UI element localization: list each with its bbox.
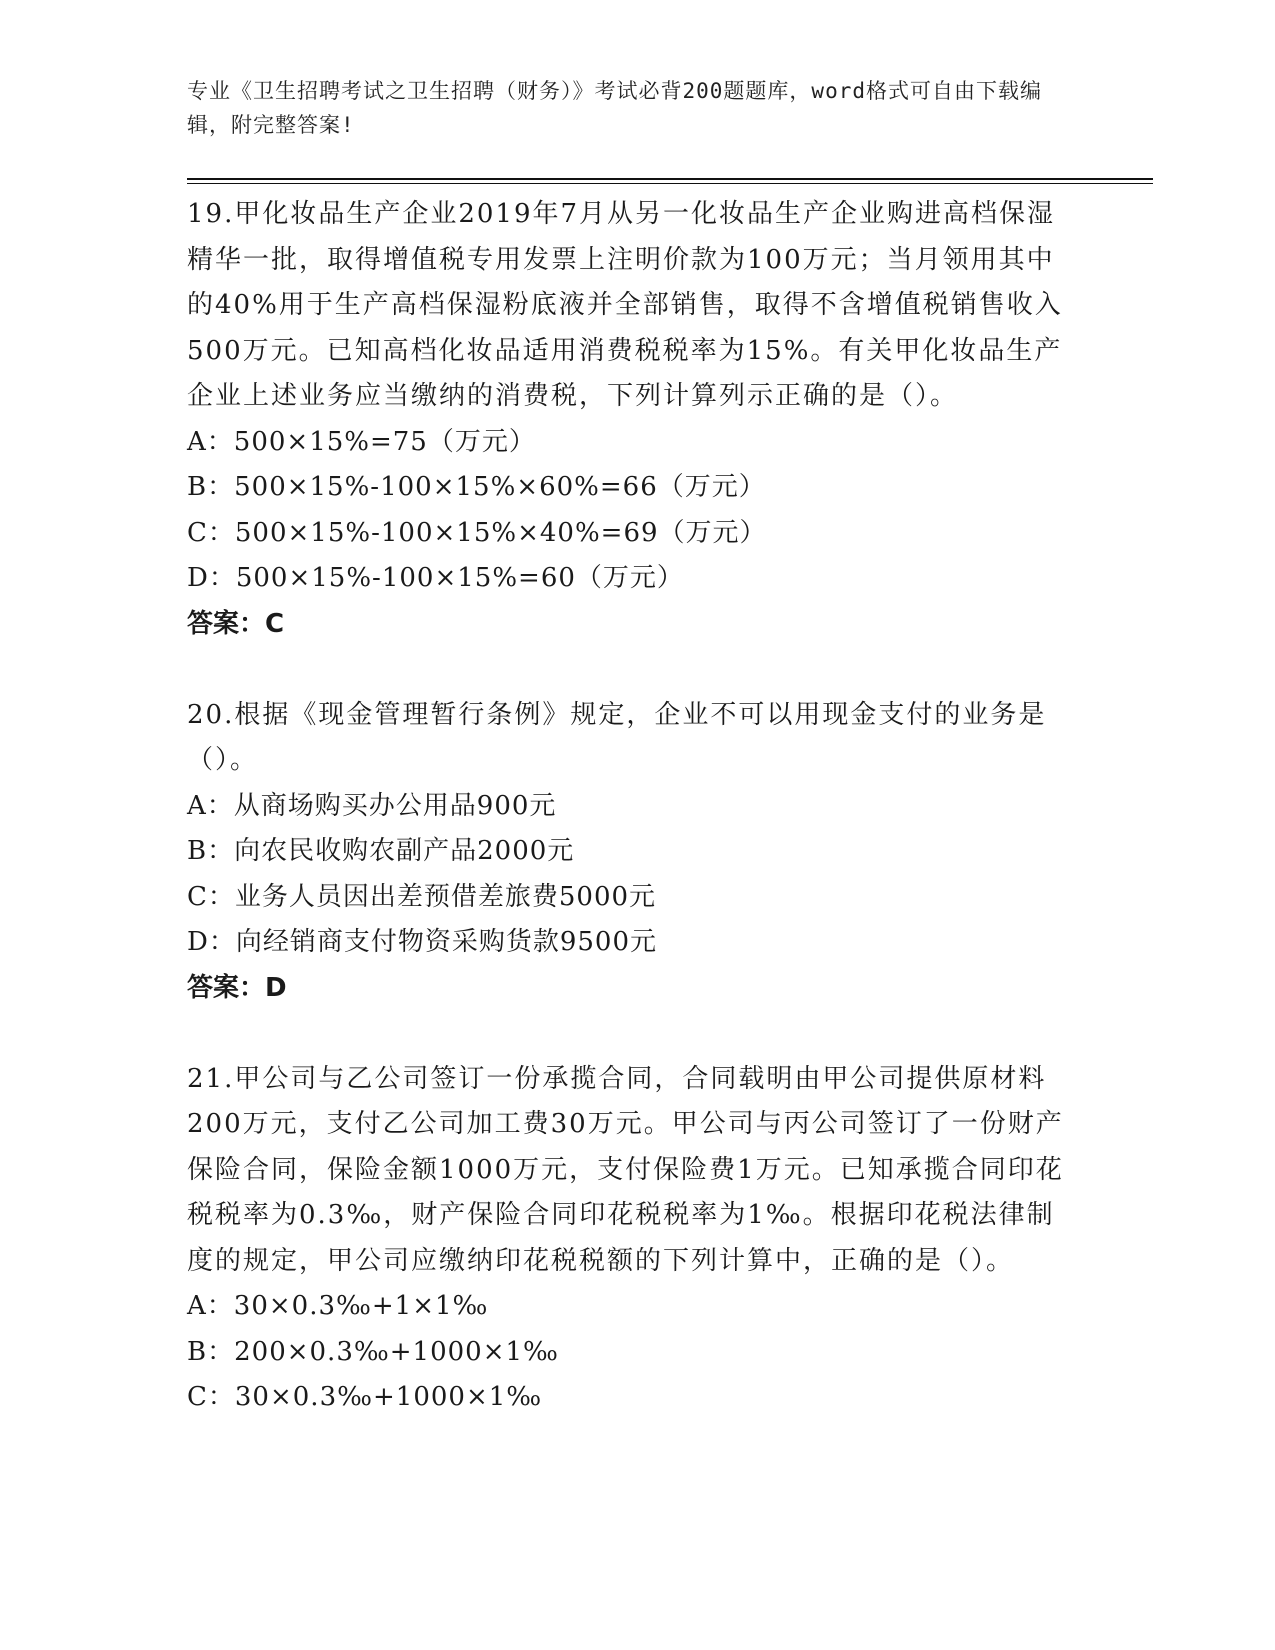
option-b: B：向农民收购农副产品2000元 xyxy=(187,836,575,866)
option-a: A：从商场购买办公用品900元 xyxy=(187,790,557,821)
option-a: A：500×15%=75（万元） xyxy=(187,426,536,457)
option-list xyxy=(187,420,1077,602)
question-spacer xyxy=(187,1011,1077,1057)
header-divider-thin xyxy=(187,183,1153,184)
question-21 xyxy=(187,1057,1077,1421)
answer-label: 答案：C xyxy=(187,608,285,639)
question-list xyxy=(187,192,1077,1421)
option-c: C：500×15%-100×15%×40%=69（万元） xyxy=(187,517,767,548)
option-b: B：200×0.3‰+1000×1‰ xyxy=(187,1336,559,1367)
option-b: B：500×15%-100×15%×60%=66（万元） xyxy=(187,472,766,502)
answer-label: 答案：D xyxy=(187,972,287,1003)
option-list xyxy=(187,1284,1077,1421)
option-d: D：向经销商支付物资采购货款9500元 xyxy=(187,927,658,957)
question-stem: 19.甲化妆品生产企业2019年7月从另一化妆品生产企业购进高档保湿精华一批，取得增值税专用发票上注明价款为100万元；当月领用其中的40%用于生产高档保湿粉底液并全部销售，取得不含增值税销售收入500万元。已知高档化妆品适用消费税税率为15%。有关甲化妆品生产企业上述业务应当缴纳的消费税，下列计算列示正确的是（）。 xyxy=(187,199,1063,411)
option-a: A：30×0.3‰+1×1‰ xyxy=(187,1291,489,1321)
option-d: D：500×15%-100×15%=60（万元） xyxy=(187,563,684,593)
question-19 xyxy=(187,192,1077,647)
question-stem: 20.根据《现金管理暂行条例》规定，企业不可以用现金支付的业务是（）。 xyxy=(187,699,1047,775)
question-spacer xyxy=(187,647,1077,693)
question-stem: 21.甲公司与乙公司签订一份承揽合同，合同载明由甲公司提供原材料200万元，支付乙公司加工费30万元。甲公司与丙公司签订了一份财产保险合同，保险金额1000万元，支付保险费1万元。已知承揽合同印花税税率为0.3‰，财产保险合同印花税税率为1‰。根据印花税法律制度的规定，甲公司应缴纳印花税税额的下列计算中，正确的是（）。 xyxy=(187,1063,1064,1276)
option-c: C：30×0.3‰+1000×1‰ xyxy=(187,1382,543,1412)
question-20 xyxy=(187,693,1077,1012)
document-header: 专业《卫生招聘考试之卫生招聘（财务）》考试必背200题题库，word格式可自由下载编辑，附完整答案! xyxy=(187,79,1042,137)
option-list xyxy=(187,784,1077,966)
header-divider-thick xyxy=(187,178,1153,180)
option-c: C：业务人员因出差预借差旅费5000元 xyxy=(187,881,657,912)
